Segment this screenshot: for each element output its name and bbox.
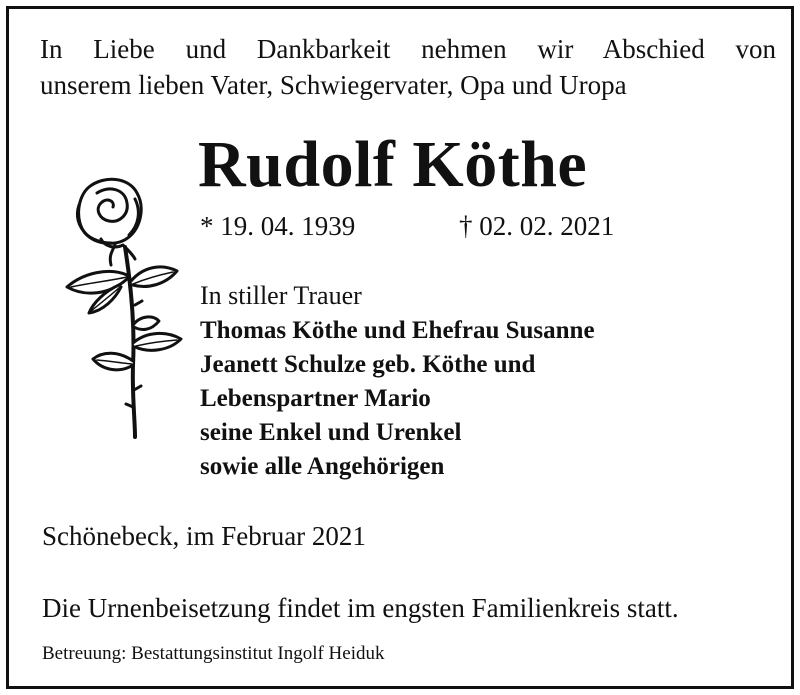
care-note: Betreuung: Bestattungsinstitut Ingolf Heiduk [42,643,385,664]
place-date: Schönebeck, im Februar 2021 [42,521,366,551]
intro-text [40,31,776,103]
mourner-line: seine Enkel und Urenkel [200,419,462,446]
mourner-line: Thomas Köthe und Ehefrau Susanne [200,317,595,344]
rose-icon [49,175,189,441]
mourners-intro: In stiller Trauer [200,281,362,310]
mourner-line: Lebenspartner Mario [200,385,431,412]
intro-line-2: unserem lieben Vater, Schwiegervater, Opa und Uropa [40,70,627,100]
birth-date: * 19. 04. 1939 [200,211,356,241]
obituary-frame [6,6,794,689]
burial-notice: Die Urnenbeisetzung findet im engsten Familienkreis statt. [42,593,679,623]
mourners-list [200,314,595,484]
death-date: † 02. 02. 2021 [459,211,615,241]
mourner-line: Jeanett Schulze geb. Köthe und [200,351,536,378]
deceased-name: Rudolf Köthe [198,128,588,201]
mourner-line: sowie alle Angehörigen [200,453,445,480]
intro-line-1: In Liebe und Dankbarkeit nehmen wir Abschied von [40,34,776,64]
